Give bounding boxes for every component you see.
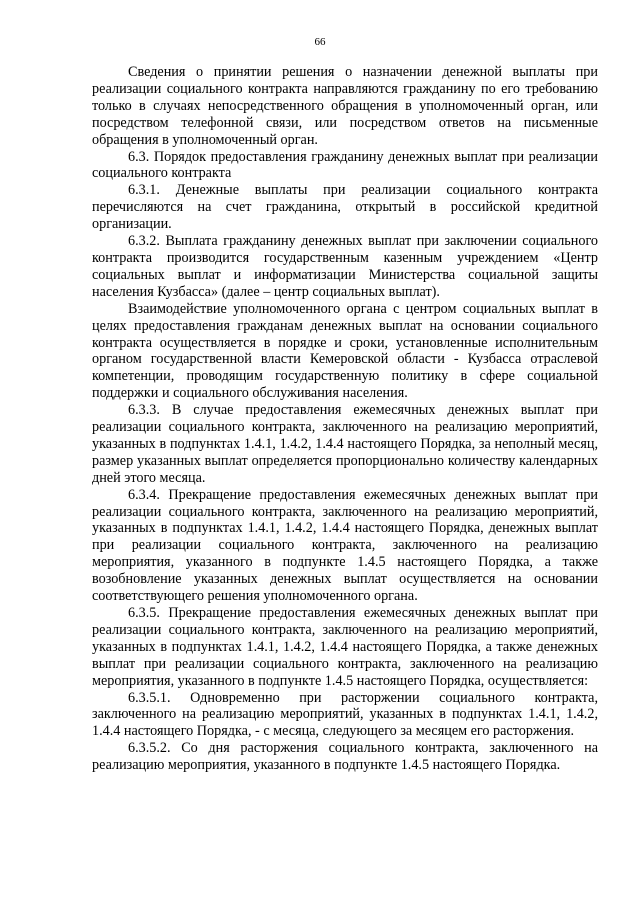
paragraph-interaction: Взаимодействие уполномоченного органа с центром социальных выплат в целях предоставления гражданам денежных выплат на основании социального контракта осуществляется в порядке и сроки, установленные исполнительным органом государственной власти Кемеровской области - Кузбасса отраслевой компетенции, проводящим государственную политику в сфере социальной поддержки и социального обслуживания населения.: [92, 300, 598, 402]
paragraph-6-3-5-1: 6.3.5.1. Одновременно при расторжении социального контракта, заключенного на реализацию мероприятий, указанных в подпунктах 1.4.1, 1.4.2, 1.4.4 настоящего Порядка, - с месяца, следующего за месяцем его расторжения.: [92, 689, 598, 740]
paragraph-6-3-5-2: 6.3.5.2. Со дня расторжения социального контракта, заключенного на реализацию мероприятия, указанного в подпункте 1.4.5 настоящего Порядка.: [92, 740, 598, 774]
paragraph-decision-notice: Сведения о принятии решения о назначении денежной выплаты при реализации социального контракта направляются гражданину по его требованию только в случаях непосредственного обращения в уполномоченный орган, или посредством телефонной связи, или посредством ответов на письменные обращения в уполномоченный орган.: [92, 64, 598, 148]
page-number: 66: [314, 36, 326, 48]
paragraph-6-3-4: 6.3.4. Прекращение предоставления ежемесячных денежных выплат при реализации социального контракта, заключенного на реализацию мероприятий, указанных в подпунктах 1.4.1, 1.4.2, 1.4.4 настоящего Порядка, денежных выплат при реализации социального контракта, заключенного на реализацию мероприятия, указанного в подпункте 1.4.5 настоящего Порядка, а также возобновление указанных денежных выплат осуществляется на основании соответствующего решения уполномоченного органа.: [92, 486, 598, 605]
paragraph-6-3-3: 6.3.3. В случае предоставления ежемесячных денежных выплат при реализации социального контракта, заключенного на реализацию мероприятий, указанных в подпунктах 1.4.1, 1.4.2, 1.4.4 настоящего Порядка, за неполный месяц, размер указанных выплат определяется пропорционально количеству календарных дней этого месяца.: [92, 402, 598, 486]
section-heading-6-3: 6.3. Порядок предоставления гражданину денежных выплат при реализации социального контракта: [92, 148, 598, 182]
paragraph-6-3-1: 6.3.1. Денежные выплаты при реализации социального контракта перечисляются на счет гражданина, открытый в российской кредитной организации.: [92, 182, 598, 233]
document-body: [92, 64, 598, 774]
paragraph-6-3-2: 6.3.2. Выплата гражданину денежных выплат при заключении социального контракта производится государственным казенным учреждением «Центр социальных выплат и информатизации Министерства социальной защиты населения Кузбасса» (далее – центр социальных выплат).: [92, 233, 598, 300]
paragraph-6-3-5: 6.3.5. Прекращение предоставления ежемесячных денежных выплат при реализации социального контракта, заключенного на реализацию мероприятий, указанных в подпунктах 1.4.1, 1.4.2, 1.4.4 настоящего Порядка, а также денежных выплат при реализации социального контракта, заключенного на реализацию мероприятия, указанного в подпункте 1.4.5 настоящего Порядка, осуществляется:: [92, 605, 598, 689]
